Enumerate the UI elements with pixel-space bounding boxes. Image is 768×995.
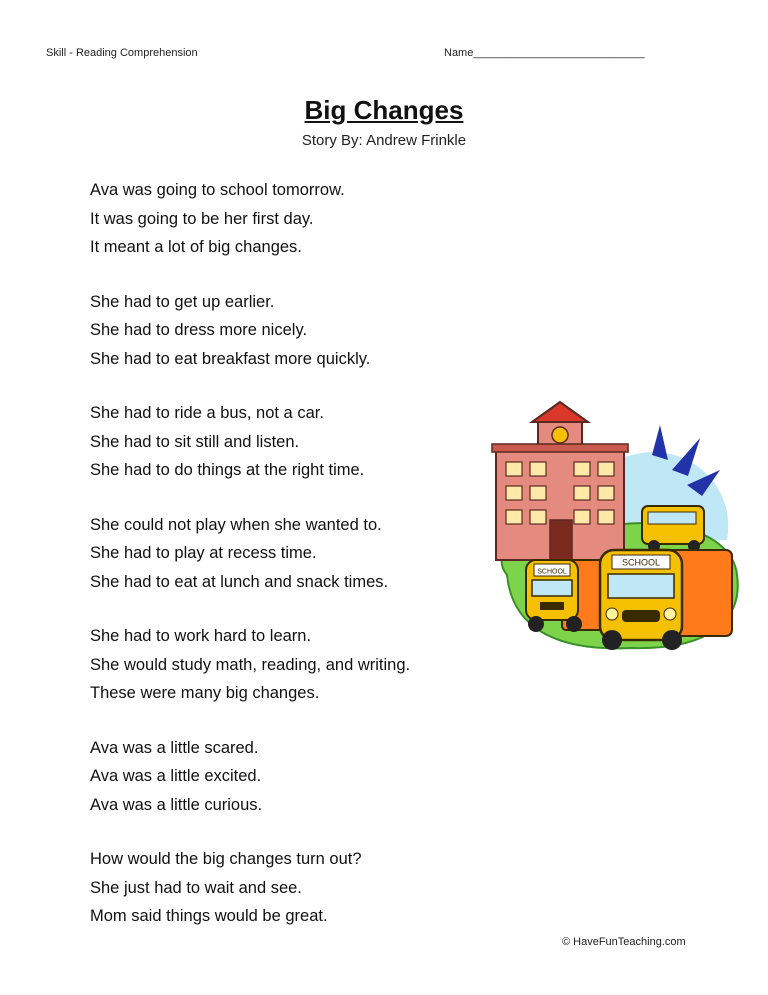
story-line: She had to ride a bus, not a car. [90,404,324,422]
story-line: She just had to wait and see. [90,878,302,897]
story-line: She had to eat breakfast more quickly. [90,349,371,368]
stanza [90,176,510,262]
story-line: Ava was a little scared. [90,738,259,757]
stanza [90,288,510,374]
story-line: She had to do things at the right time. [90,461,365,479]
stanza [90,734,510,820]
story-line: She had to get up earlier. [90,292,275,311]
story-line: Ava was a little excited. [90,767,262,785]
bus-sign: SCHOOL [621,557,661,568]
stanza [90,622,510,708]
front-school-bus [600,550,732,650]
accent-mark [652,425,668,460]
name-field: Name____________________________ [444,47,645,59]
stanza [90,399,510,485]
bus-sign: SCHOOL [537,568,567,576]
story-line: Mom said things would be great. [90,907,328,925]
school-building [492,402,628,560]
story-line: She would study math, reading, and writing. [90,655,411,674]
stanza [90,845,510,931]
stanza [90,511,510,597]
story-line: These were many big changes. [90,684,320,702]
story-line: She had to dress more nicely. [90,321,308,339]
skill-label: Skill - Reading Comprehension [46,47,198,59]
story-line: She could not play when she wanted to. [90,515,382,534]
story-line: How would the big changes turn out? [90,850,362,868]
copyright-footer: © HaveFunTeaching.com [562,936,686,948]
story-line: She had to sit still and listen. [90,432,300,451]
story-byline: Story By: Andrew Frinkle [301,132,467,149]
story-line: Ava was a little curious. [90,795,263,814]
story-body [90,176,510,957]
story-line: She had to play at recess time. [90,544,317,562]
story-line: Ava was going to school tomorrow. [90,181,345,199]
story-title: Big Changes [304,95,464,125]
story-line: She had to eat at lunch and snack times. [90,572,389,591]
story-line: It meant a lot of big changes. [90,238,302,256]
story-line: She had to work hard to learn. [90,627,312,645]
school-clipart-illustration [482,400,744,656]
story-line: It was going to be her first day. [90,209,314,228]
